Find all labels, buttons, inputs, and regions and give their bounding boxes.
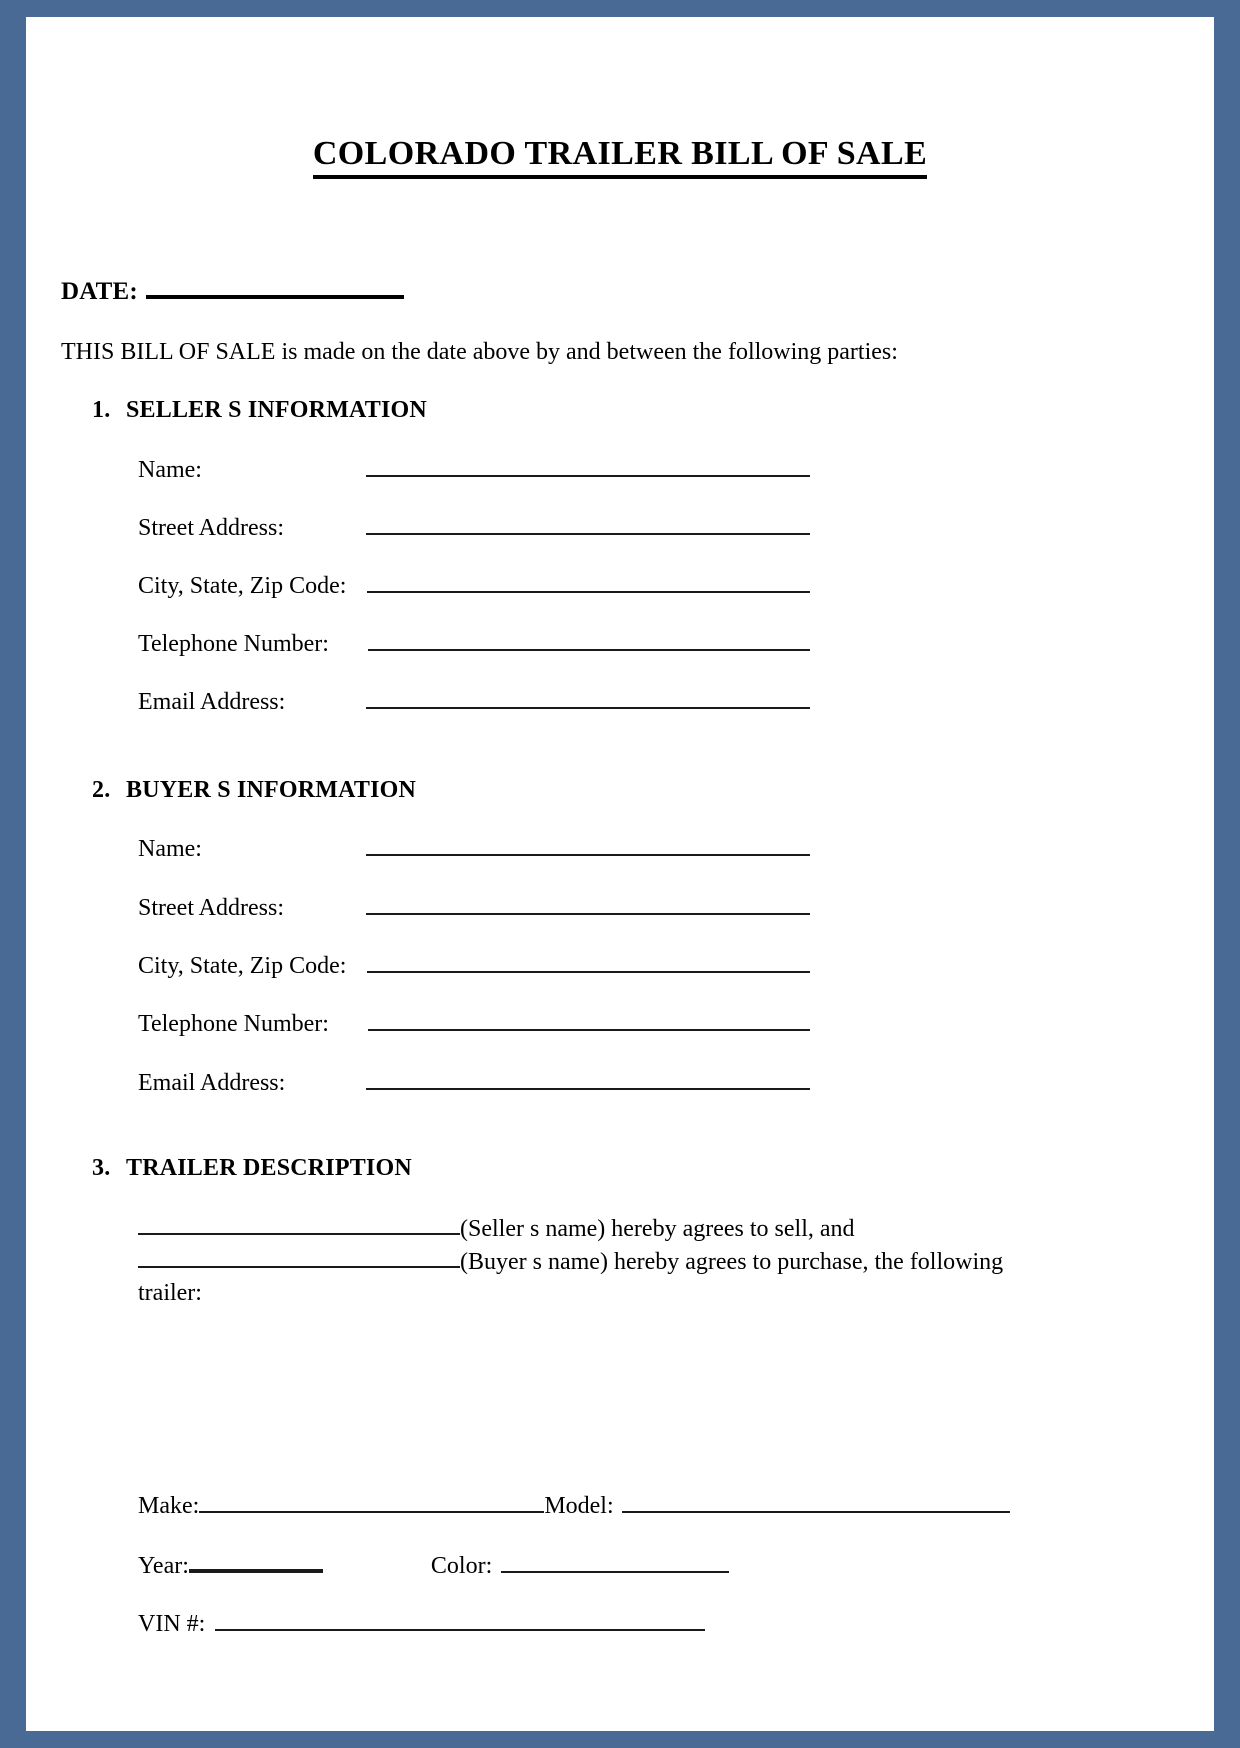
seller-email-blank[interactable] xyxy=(366,685,810,709)
seller-name-blank[interactable] xyxy=(366,453,810,477)
buyer-email-row xyxy=(138,1066,810,1096)
seller-phone-row xyxy=(138,627,810,657)
page-title xyxy=(26,135,1214,173)
buyer-city-row xyxy=(138,949,810,979)
buyer-street-label: Street Address: xyxy=(138,895,284,921)
seller-email-label: Email Address: xyxy=(138,689,286,715)
seller-name-inline-blank[interactable] xyxy=(138,1213,460,1235)
seller-name-row xyxy=(138,453,810,483)
section-number-2: 2. xyxy=(92,777,111,803)
seller-city-row xyxy=(138,569,810,599)
buyer-agrees-line xyxy=(138,1246,1068,1279)
year-blank[interactable] xyxy=(189,1549,323,1573)
make-model-row xyxy=(138,1491,1010,1520)
date-row xyxy=(61,275,404,306)
buyer-city-blank[interactable] xyxy=(367,949,810,973)
seller-city-label: City, State, Zip Code: xyxy=(138,573,347,599)
seller-street-label: Street Address: xyxy=(138,515,284,541)
seller-name-label: Name: xyxy=(138,457,202,483)
seller-agrees-text: (Seller s name) hereby agrees to sell, and xyxy=(460,1216,855,1242)
vin-label: VIN #: xyxy=(138,1611,206,1637)
buyer-name-row xyxy=(138,832,810,862)
year-color-row xyxy=(138,1549,729,1580)
page-title-text: COLORADO TRAILER BILL OF SALE xyxy=(313,135,927,179)
make-label: Make: xyxy=(138,1493,200,1519)
color-blank[interactable] xyxy=(501,1551,729,1573)
buyer-phone-row xyxy=(138,1007,810,1037)
buyer-email-blank[interactable] xyxy=(366,1066,810,1090)
year-label: Year: xyxy=(138,1553,189,1579)
section-number-1: 1. xyxy=(92,397,111,423)
vin-blank[interactable] xyxy=(215,1609,705,1631)
model-blank[interactable] xyxy=(622,1491,1010,1513)
buyer-street-row xyxy=(138,891,810,921)
vin-row xyxy=(138,1609,705,1638)
seller-city-blank[interactable] xyxy=(367,569,810,593)
buyer-phone-blank[interactable] xyxy=(368,1007,810,1031)
section-number-3: 3. xyxy=(92,1155,111,1181)
seller-street-row xyxy=(138,511,810,541)
section-title-3: TRAILER DESCRIPTION xyxy=(126,1155,412,1181)
date-label: DATE: xyxy=(61,278,138,305)
section-heading-buyer xyxy=(92,777,416,804)
seller-email-row xyxy=(138,685,810,715)
seller-agrees-line xyxy=(138,1213,1068,1246)
buyer-name-label: Name: xyxy=(138,836,202,862)
trailer-word: trailer: xyxy=(138,1280,202,1307)
buyer-city-label: City, State, Zip Code: xyxy=(138,953,347,979)
seller-phone-label: Telephone Number: xyxy=(138,631,329,657)
make-blank[interactable] xyxy=(199,1491,544,1513)
color-label: Color: xyxy=(430,1553,493,1579)
buyer-email-label: Email Address: xyxy=(138,1070,286,1096)
section-heading-trailer xyxy=(92,1155,412,1182)
model-label: Model: xyxy=(544,1493,614,1519)
document-page xyxy=(26,17,1214,1731)
seller-street-blank[interactable] xyxy=(366,511,810,535)
section-title-2: BUYER S INFORMATION xyxy=(126,777,417,803)
date-blank-line[interactable] xyxy=(146,275,404,299)
buyer-agrees-text: (Buyer s name) hereby agrees to purchase, the following xyxy=(460,1248,1004,1275)
buyer-street-blank[interactable] xyxy=(366,891,810,915)
seller-phone-blank[interactable] xyxy=(368,627,810,651)
section-title-1: SELLER S INFORMATION xyxy=(126,397,427,423)
buyer-name-inline-blank[interactable] xyxy=(138,1246,460,1268)
section-heading-seller xyxy=(92,397,427,424)
buyer-phone-label: Telephone Number: xyxy=(138,1011,329,1037)
buyer-name-blank[interactable] xyxy=(366,832,810,856)
trailer-description-paragraph xyxy=(138,1213,1068,1310)
intro-paragraph: THIS BILL OF SALE is made on the date above by and between the following parties: xyxy=(61,339,898,365)
document-content xyxy=(26,17,1214,1731)
